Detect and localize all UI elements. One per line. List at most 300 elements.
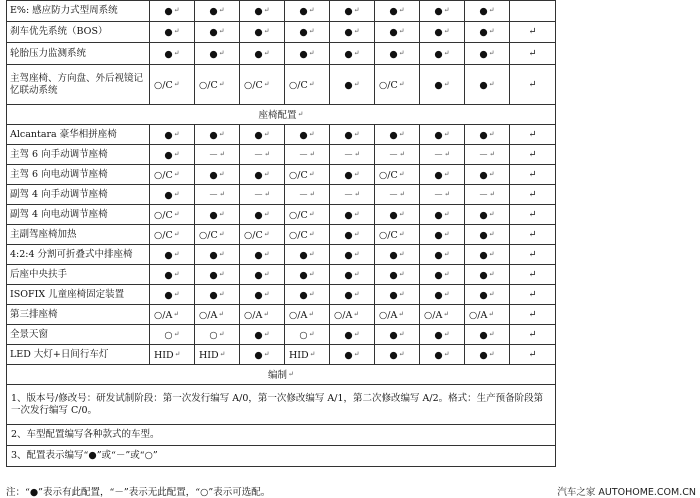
config-value	[150, 165, 195, 185]
config-row	[7, 205, 556, 225]
paragraph-mark: ↵	[353, 79, 360, 88]
config-value	[420, 185, 465, 205]
feature-name: 轮胎压力监测系统	[7, 43, 150, 65]
config-value	[420, 265, 465, 285]
config-value-text: －	[433, 149, 444, 161]
config-value	[465, 245, 510, 265]
last-column-cell: ↵	[510, 22, 556, 43]
feature-name: LED 大灯+日间行车灯	[7, 345, 150, 365]
last-column-cell: ↵	[510, 43, 556, 65]
config-row	[7, 125, 556, 145]
config-value-text: －	[388, 149, 399, 161]
config-value-text: ●	[389, 48, 398, 60]
config-value	[195, 265, 240, 285]
paragraph-mark: ↵	[308, 229, 315, 238]
config-value-text: ●	[434, 79, 443, 91]
feature-name: 主副驾座椅加热	[7, 225, 150, 245]
paragraph-mark: ↵	[219, 149, 226, 158]
paragraph-mark: ↵	[398, 289, 405, 298]
config-value	[420, 165, 465, 185]
config-value	[330, 345, 375, 365]
paragraph-mark: ↵	[443, 129, 450, 138]
config-value-text: ●	[164, 189, 173, 201]
config-value	[465, 145, 510, 165]
config-value	[195, 305, 240, 325]
config-value-text: ○/A	[424, 309, 443, 321]
feature-name: E%: 感应防力式型周系统	[7, 1, 150, 22]
paragraph-mark: ↵	[353, 209, 360, 218]
config-value	[465, 225, 510, 245]
config-value-text: ●	[254, 6, 263, 17]
paragraph-mark: ↵	[443, 329, 450, 338]
config-row	[7, 345, 556, 365]
config-value-text: ●	[254, 289, 263, 301]
config-value	[150, 125, 195, 145]
config-value-text: ●	[344, 349, 353, 361]
config-value	[285, 22, 330, 43]
config-value-text: ●	[209, 6, 218, 17]
paragraph-mark: ↵	[218, 289, 225, 298]
paragraph-mark: ↵	[218, 309, 225, 318]
config-value	[285, 185, 330, 205]
paragraph-mark: ↵	[308, 289, 315, 298]
config-value-text: ●	[479, 229, 488, 241]
config-value-text: ●	[434, 27, 443, 38]
paragraph-mark: ↵	[308, 48, 315, 57]
paragraph-mark: ↵	[308, 249, 315, 258]
paragraph-mark: ↵	[309, 189, 316, 198]
config-value	[375, 325, 420, 345]
paragraph-mark: ↵	[354, 149, 361, 158]
config-value-text: ●	[434, 48, 443, 60]
paragraph-mark: ↵	[173, 209, 180, 218]
config-value-text: －	[433, 189, 444, 201]
config-value-text: －	[388, 189, 399, 201]
note-row-3	[7, 446, 556, 467]
config-value-text: ●	[209, 129, 218, 141]
paragraph-mark: ↵	[173, 329, 180, 338]
paragraph-mark: ↵	[353, 48, 360, 57]
paragraph-mark: ↵	[264, 189, 271, 198]
config-value	[285, 345, 330, 365]
config-value-text: ○/C	[154, 209, 173, 221]
paragraph-mark: ↵	[308, 269, 315, 278]
config-value-text: ○/C	[154, 169, 173, 181]
paragraph-mark: ↵	[173, 289, 180, 298]
config-value	[375, 265, 420, 285]
config-value-text: ○/C	[289, 209, 308, 221]
config-value	[240, 325, 285, 345]
config-value-text: ●	[479, 329, 488, 341]
note-3: 3、配置表示编写“●”或“－”或“○”	[7, 446, 556, 467]
config-value-text: ●	[299, 129, 308, 141]
paragraph-mark: ↵	[353, 269, 360, 278]
paragraph-mark: ↵	[219, 189, 226, 198]
section-title-seat: 座椅配置	[258, 109, 297, 121]
config-value	[330, 265, 375, 285]
last-column-cell: ↵	[510, 145, 556, 165]
config-value	[465, 22, 510, 43]
config-value	[465, 205, 510, 225]
config-value	[420, 125, 465, 145]
config-value-text: ●	[389, 269, 398, 281]
paragraph-mark: ↵	[353, 27, 360, 35]
last-column-cell	[510, 1, 556, 22]
config-value	[240, 345, 285, 365]
config-value-text: －	[253, 149, 264, 161]
feature-name: 副驾 4 向手动调节座椅	[7, 185, 150, 205]
config-value	[465, 125, 510, 145]
config-value	[465, 305, 510, 325]
config-value-text: ○/C	[244, 229, 263, 241]
config-value	[330, 305, 375, 325]
paragraph-mark: ↵	[218, 269, 225, 278]
config-value	[420, 205, 465, 225]
config-value-text: ●	[254, 329, 263, 341]
config-value	[240, 265, 285, 285]
config-row	[7, 245, 556, 265]
config-value-text: ●	[254, 249, 263, 261]
config-value-text: ○/C	[379, 169, 398, 181]
config-value-text: ●	[434, 229, 443, 241]
config-value-text: ●	[389, 249, 398, 261]
config-value	[375, 145, 420, 165]
config-value-text: －	[208, 189, 219, 201]
config-value-text: ●	[164, 149, 173, 161]
config-value-text: ●	[209, 27, 218, 38]
note-1: 1、版本号/修改号：研发试制阶段：第一次发行编写 A/0，第一次修改编写 A/1，第二次修改编写 A/2。格式：生产预备阶段第一次发行编写 C/0。	[7, 385, 556, 425]
config-value-text: ●	[164, 269, 173, 281]
paragraph-mark: ↵	[173, 229, 180, 238]
config-value-text: ●	[209, 249, 218, 261]
config-row	[7, 185, 556, 205]
config-value	[195, 43, 240, 65]
config-value	[420, 145, 465, 165]
config-value	[150, 145, 195, 165]
paragraph-mark: ↵	[488, 229, 495, 238]
paragraph-mark: ↵	[173, 129, 180, 138]
paragraph-mark: ↵	[308, 6, 315, 14]
config-value-text: ●	[434, 169, 443, 181]
paragraph-mark: ↵	[173, 189, 180, 198]
config-value-text: ○/C	[199, 79, 218, 91]
paragraph-mark: ↵	[308, 169, 315, 178]
config-value	[285, 225, 330, 245]
paragraph-mark: ↵	[398, 48, 405, 57]
config-value	[195, 165, 240, 185]
paragraph-mark: ↵	[488, 249, 495, 258]
config-value-text: ●	[209, 209, 218, 221]
paragraph-mark: ↵	[264, 149, 271, 158]
paragraph-mark: ↵	[263, 329, 270, 338]
config-value	[240, 145, 285, 165]
config-value	[375, 285, 420, 305]
paragraph-mark: ↵	[174, 349, 181, 358]
paragraph-mark: ↵	[263, 349, 270, 358]
paragraph-mark: ↵	[443, 79, 450, 88]
config-value-text: ●	[344, 229, 353, 241]
paragraph-mark: ↵	[399, 149, 406, 158]
config-value	[420, 65, 465, 105]
config-value	[150, 22, 195, 43]
paragraph-mark: ↵	[443, 309, 450, 318]
paragraph-mark: ↵	[488, 129, 495, 138]
config-value	[375, 22, 420, 43]
config-value-text: ●	[299, 27, 308, 38]
config-value-text: ●	[434, 209, 443, 221]
last-column-cell: ↵	[510, 125, 556, 145]
footnote: 注：“●”表示有此配置，“－”表示无此配置，“○”表示可选配。	[6, 487, 271, 498]
feature-name: 主驾座椅、方向盘、外后视镜记忆联动系统	[7, 65, 150, 105]
config-value-text: ○/C	[379, 229, 398, 241]
config-value-text: ●	[344, 6, 353, 17]
config-value	[150, 205, 195, 225]
config-value-text: ●	[299, 249, 308, 261]
paragraph-mark: ↵	[399, 189, 406, 198]
config-row	[7, 165, 556, 185]
config-value	[330, 22, 375, 43]
config-value	[285, 305, 330, 325]
config-value	[195, 65, 240, 105]
paragraph-mark: ↵	[308, 129, 315, 138]
paragraph-mark: ↵	[488, 27, 495, 35]
last-column-cell: ↵	[510, 225, 556, 245]
config-value-text: －	[343, 149, 354, 161]
config-value	[330, 165, 375, 185]
paragraph-mark: ↵	[263, 249, 270, 258]
config-value	[375, 205, 420, 225]
paragraph-mark: ↵	[218, 169, 225, 178]
config-value-text: ●	[344, 209, 353, 221]
paragraph-mark: ↵	[443, 229, 450, 238]
paragraph-mark: ↵	[443, 169, 450, 178]
paragraph-mark: ↵	[398, 229, 405, 238]
last-column-cell: ↵	[510, 345, 556, 365]
config-row	[7, 145, 556, 165]
config-value	[240, 65, 285, 105]
config-value	[375, 305, 420, 325]
paragraph-mark: ↵	[488, 6, 495, 14]
config-value	[195, 205, 240, 225]
config-value	[465, 65, 510, 105]
config-value-text: ○/C	[199, 229, 218, 241]
config-value	[330, 245, 375, 265]
config-value	[420, 245, 465, 265]
config-value-text: ●	[479, 27, 488, 38]
config-value	[285, 205, 330, 225]
paragraph-mark: ↵	[218, 27, 225, 35]
config-value	[330, 285, 375, 305]
config-row	[7, 285, 556, 305]
paragraph-mark: ↵	[263, 169, 270, 178]
config-value	[375, 245, 420, 265]
config-value	[375, 65, 420, 105]
config-value-text: ○/A	[154, 309, 173, 321]
config-row	[7, 22, 556, 43]
config-value	[375, 43, 420, 65]
config-value-text: ●	[344, 269, 353, 281]
feature-name: 后座中央扶手	[7, 265, 150, 285]
paragraph-mark: ↵	[263, 48, 270, 57]
paragraph-mark: ↵	[263, 229, 270, 238]
config-value	[195, 125, 240, 145]
config-value-text: ○/A	[379, 309, 398, 321]
paragraph-mark: ↵	[308, 329, 315, 338]
paragraph-mark: ↵	[488, 169, 495, 178]
paragraph-mark: ↵	[488, 349, 495, 358]
config-value	[150, 305, 195, 325]
config-value-text: ●	[479, 169, 488, 181]
config-value-text: ●	[434, 329, 443, 341]
config-value	[330, 225, 375, 245]
config-value-text: ○/A	[199, 309, 218, 321]
feature-name: 刹车优先系统（BOS）	[7, 22, 150, 43]
config-value-text: ○/C	[289, 169, 308, 181]
feature-name: 4:2:4 分割可折叠式中排座椅	[7, 245, 150, 265]
paragraph-mark: ↵	[218, 129, 225, 138]
config-value-text: －	[298, 189, 309, 201]
config-value-text: ●	[344, 329, 353, 341]
config-value	[240, 225, 285, 245]
config-value	[330, 1, 375, 22]
last-column-cell: ↵	[510, 285, 556, 305]
config-value-text: －	[478, 189, 489, 201]
paragraph-mark: ↵	[218, 48, 225, 57]
config-value-text: ●	[479, 129, 488, 141]
paragraph-mark: ↵	[263, 209, 270, 218]
paragraph-mark: ↵	[218, 249, 225, 258]
feature-name: 副驾 4 向电动调节座椅	[7, 205, 150, 225]
config-value	[150, 285, 195, 305]
config-value-text: HID	[289, 349, 309, 361]
config-value	[465, 345, 510, 365]
paragraph-mark: ↵	[353, 349, 360, 358]
last-column-cell: ↵	[510, 185, 556, 205]
last-column-cell: ↵	[510, 65, 556, 105]
config-row	[7, 1, 556, 22]
paragraph-mark: ↵	[173, 27, 180, 35]
paragraph-mark: ↵	[219, 349, 226, 358]
config-value-text: ●	[344, 79, 353, 91]
paragraph-mark: ↵	[173, 6, 180, 14]
config-value	[465, 165, 510, 185]
config-value	[330, 43, 375, 65]
paragraph-mark: ↵	[398, 209, 405, 218]
config-value	[240, 125, 285, 145]
config-value	[285, 1, 330, 22]
paragraph-mark: ↵	[173, 169, 180, 178]
paragraph-mark: ↵	[263, 289, 270, 298]
config-value-text: ●	[344, 27, 353, 38]
last-column-cell: ↵	[510, 325, 556, 345]
config-value-text: ●	[254, 349, 263, 361]
config-value	[285, 125, 330, 145]
paragraph-mark: ↵	[353, 169, 360, 178]
config-value	[195, 1, 240, 22]
config-value	[420, 22, 465, 43]
last-column-cell: ↵	[510, 305, 556, 325]
last-column-cell: ↵	[510, 205, 556, 225]
config-value	[420, 325, 465, 345]
config-value-text: －	[298, 149, 309, 161]
paragraph-mark: ↵	[443, 6, 450, 14]
paragraph-mark: ↵	[488, 209, 495, 218]
paragraph-mark: ↵	[218, 329, 225, 338]
paragraph-mark: ↵	[263, 129, 270, 138]
config-value-text: ●	[434, 6, 443, 17]
config-value-text: ●	[389, 27, 398, 38]
config-value-text: ●	[299, 269, 308, 281]
paragraph-mark: ↵	[443, 269, 450, 278]
config-value	[465, 285, 510, 305]
config-value	[420, 305, 465, 325]
config-value	[285, 245, 330, 265]
paragraph-mark: ↵	[353, 289, 360, 298]
config-value-text: ●	[254, 27, 263, 38]
config-value-text: －	[343, 189, 354, 201]
config-value	[330, 185, 375, 205]
config-value	[195, 185, 240, 205]
config-value	[195, 245, 240, 265]
paragraph-mark: ↵	[308, 209, 315, 218]
config-value	[465, 185, 510, 205]
config-row	[7, 225, 556, 245]
config-value	[195, 285, 240, 305]
config-value	[195, 325, 240, 345]
config-value	[150, 65, 195, 105]
paragraph-mark: ↵	[173, 269, 180, 278]
config-value-text: ○/C	[244, 79, 263, 91]
config-value-text: ●	[344, 289, 353, 301]
config-value-text: ○/A	[289, 309, 308, 321]
config-value-text: ●	[479, 269, 488, 281]
config-value-text: ●	[164, 6, 173, 17]
paragraph-mark: ↵	[353, 129, 360, 138]
config-value-text: ○	[164, 329, 173, 341]
config-table	[6, 0, 556, 467]
paragraph-mark: ↵	[173, 249, 180, 258]
config-value	[150, 185, 195, 205]
config-value	[195, 345, 240, 365]
note-row-1	[7, 385, 556, 425]
config-value-text: ●	[209, 289, 218, 301]
config-value-text: ○	[209, 329, 218, 341]
config-row	[7, 325, 556, 345]
config-value	[330, 125, 375, 145]
config-value-text: ●	[299, 48, 308, 60]
config-value	[465, 265, 510, 285]
paragraph-mark: ↵	[353, 229, 360, 238]
config-value	[285, 165, 330, 185]
paragraph-mark: ↵	[309, 149, 316, 158]
config-value-text: －	[478, 149, 489, 161]
config-value-text: ●	[389, 349, 398, 361]
config-value-text: ●	[164, 48, 173, 60]
paragraph-mark: ↵	[263, 309, 270, 318]
note-row-2	[7, 425, 556, 446]
paragraph-mark: ↵	[173, 48, 180, 57]
config-value-text: ●	[254, 169, 263, 181]
paragraph-mark: ↵	[353, 6, 360, 14]
paragraph-mark: ↵	[263, 79, 270, 88]
config-value	[375, 185, 420, 205]
paragraph-mark: ↵	[354, 189, 361, 198]
config-value-text: ○/C	[154, 229, 173, 241]
config-row	[7, 265, 556, 285]
config-value-text: ●	[209, 169, 218, 181]
paragraph-mark: ↵	[308, 79, 315, 88]
feature-name: 主驾 6 向手动调节座椅	[7, 145, 150, 165]
